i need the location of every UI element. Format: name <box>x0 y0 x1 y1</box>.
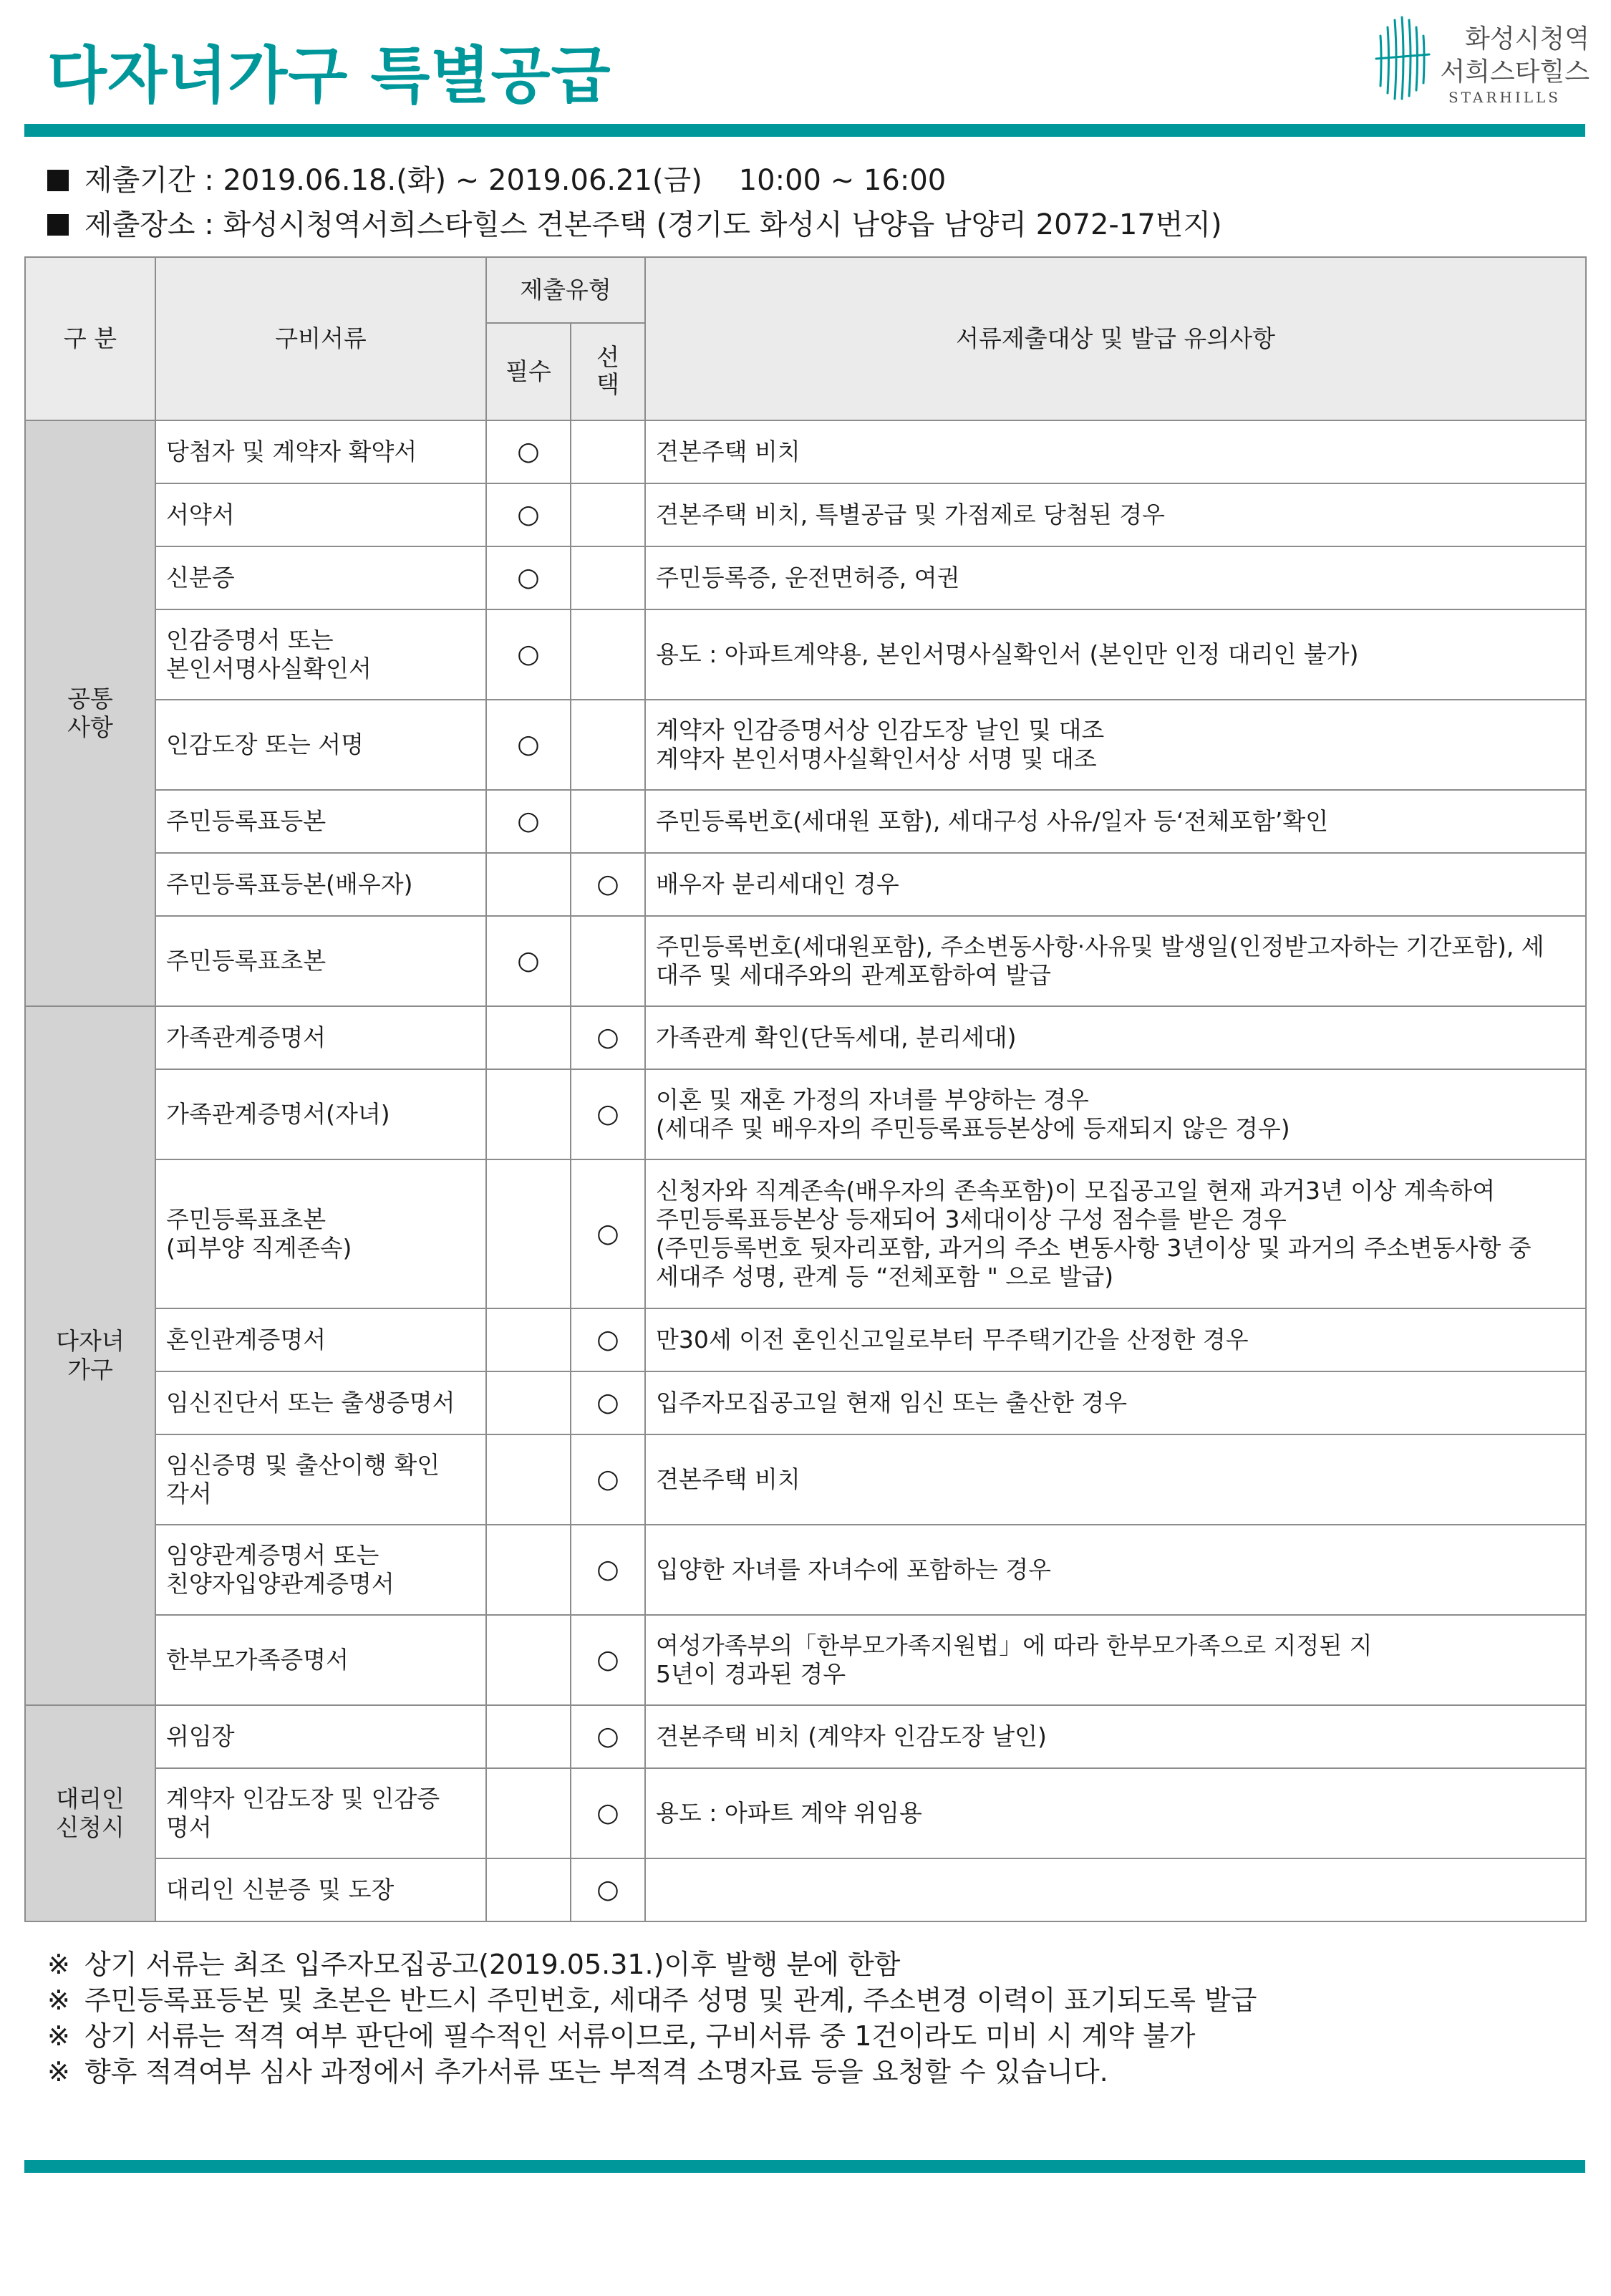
document-name: 계약자 인감도장 및 인감증 명서 <box>155 1768 486 1858</box>
optional-cell <box>571 700 645 790</box>
circle-mark-icon: ○ <box>596 1099 619 1129</box>
table-row <box>25 1006 1586 1069</box>
document-name: 주민등록표등본(배우자) <box>155 853 486 916</box>
table-row <box>25 1858 1586 1921</box>
document-note: 용도 : 아파트 계약 위임용 <box>645 1768 1586 1858</box>
table-row <box>25 700 1586 790</box>
table-row <box>25 483 1586 546</box>
table-row <box>25 1768 1586 1858</box>
optional-cell <box>571 1159 645 1308</box>
document-note: 주민등록증, 운전면허증, 여권 <box>645 546 1586 609</box>
circle-mark-icon: ○ <box>596 1023 619 1053</box>
table-row <box>25 790 1586 853</box>
submission-place-text: 제출장소 : 화성시청역서희스타힐스 견본주택 (경기도 화성시 남양읍 남양리 2072-17번지) <box>84 208 1222 241</box>
document-name: 임신진단서 또는 출생증명서 <box>155 1371 486 1434</box>
required-cell <box>486 1434 571 1525</box>
required-cell <box>486 546 571 609</box>
footnote-item <box>47 2014 1257 2050</box>
document-note: 주민등록번호(세대원 포함), 세대구성 사유/일자 등‘전체포함’확인 <box>645 790 1586 853</box>
document-note: 견본주택 비치 <box>645 1434 1586 1525</box>
category-common: 공통 사항 <box>25 420 155 1006</box>
circle-mark-icon: ○ <box>517 640 540 670</box>
document-note <box>645 1858 1586 1921</box>
brand-logo <box>1375 14 1590 107</box>
document-name: 임신증명 및 출산이행 확인 각서 <box>155 1434 486 1525</box>
circle-mark-icon: ○ <box>596 1465 619 1495</box>
reference-mark-icon: ※ <box>47 1984 70 2016</box>
document-note: 여성가족부의「한부모가족지원법」에 따라 한부모가족으로 지정된 지 5년이 경과된 경우 <box>645 1615 1586 1705</box>
submission-place <box>47 202 1222 243</box>
footnote-text: 주민등록표등본 및 초본은 반드시 주민번호, 세대주 성명 및 관계, 주소변경 이력이 표기되도록 발급 <box>84 1984 1257 2016</box>
required-cell <box>486 420 571 483</box>
optional-cell <box>571 1006 645 1069</box>
document-name: 주민등록표초본 (피부양 직계존속) <box>155 1159 486 1308</box>
square-bullet-icon <box>47 170 69 191</box>
required-cell <box>486 916 571 1006</box>
header-submit-type: 제출유형 <box>486 257 645 323</box>
table-row <box>25 1705 1586 1768</box>
optional-cell <box>571 790 645 853</box>
footnote-item <box>47 1978 1257 2014</box>
circle-mark-icon: ○ <box>517 500 540 530</box>
document-name: 임양관계증명서 또는 친양자입양관계증명서 <box>155 1525 486 1615</box>
required-cell <box>486 1006 571 1069</box>
header-required: 필수 <box>486 323 571 420</box>
starhills-logo-icon <box>1375 14 1432 100</box>
top-divider-bar <box>24 124 1585 137</box>
document-name: 가족관계증명서 <box>155 1006 486 1069</box>
required-cell <box>486 1858 571 1921</box>
circle-mark-icon: ○ <box>596 1645 619 1675</box>
table-row <box>25 1159 1586 1308</box>
optional-cell <box>571 1525 645 1615</box>
optional-cell <box>571 916 645 1006</box>
document-name: 서약서 <box>155 483 486 546</box>
category-multi-child: 다자녀 가구 <box>25 1006 155 1705</box>
required-cell <box>486 1525 571 1615</box>
table-row <box>25 546 1586 609</box>
header-optional <box>571 323 645 420</box>
header-document: 구비서류 <box>155 257 486 420</box>
document-name: 인감증명서 또는 본인서명사실확인서 <box>155 609 486 700</box>
optional-cell <box>571 853 645 916</box>
optional-cell <box>571 1434 645 1525</box>
header-optional-text: 선택 <box>596 343 619 399</box>
submission-period <box>47 158 946 198</box>
required-cell <box>486 853 571 916</box>
table-row <box>25 1615 1586 1705</box>
document-name: 한부모가족증명서 <box>155 1615 486 1705</box>
circle-mark-icon: ○ <box>517 946 540 976</box>
circle-mark-icon: ○ <box>596 1219 619 1249</box>
optional-cell <box>571 483 645 546</box>
document-note: 견본주택 비치, 특별공급 및 가점제로 당첨된 경우 <box>645 483 1586 546</box>
footnote-text: 상기 서류는 최조 입주자모집공고(2019.05.31.)이후 발행 분에 한함 <box>84 1949 901 1980</box>
optional-cell <box>571 1615 645 1705</box>
category-proxy: 대리인 신청시 <box>25 1705 155 1921</box>
footnote-text: 상기 서류는 적격 여부 판단에 필수적인 서류이므로, 구비서류 중 1건이라도 미비 시 계약 불가 <box>84 2020 1196 2052</box>
documents-table <box>24 256 1587 1922</box>
required-cell <box>486 1371 571 1434</box>
reference-mark-icon: ※ <box>47 2020 70 2052</box>
page-title: 다자녀가구 특별공급 <box>47 40 611 112</box>
header-category: 구 분 <box>25 257 155 420</box>
optional-cell <box>571 1705 645 1768</box>
document-note: 용도 : 아파트계약용, 본인서명사실확인서 (본인만 인정 대리인 불가) <box>645 609 1586 700</box>
document-note: 신청자와 직계존속(배우자의 존속포함)이 모집공고일 현재 과거3년 이상 계속하여 주민등록표등본상 등재되어 3세대이상 구성 점수를 받은 경우 (주민등록번호 뒷자리포함, 과거의 주소 변동사항 3년이상 및 과거의 주소변동사항 중 세대주 성명, 관계 등 “전체포함 " 으로 발급) <box>645 1159 1586 1308</box>
document-note: 계약자 인감증명서상 인감도장 날인 및 대조 계약자 본인서명사실확인서상 서명 및 대조 <box>645 700 1586 790</box>
document-name: 가족관계증명서(자녀) <box>155 1069 486 1159</box>
required-cell <box>486 1069 571 1159</box>
document-name: 혼인관계증명서 <box>155 1308 486 1371</box>
circle-mark-icon: ○ <box>596 869 619 899</box>
document-name: 대리인 신분증 및 도장 <box>155 1858 486 1921</box>
bottom-divider-bar <box>24 2160 1585 2173</box>
table-row <box>25 916 1586 1006</box>
table-row <box>25 1434 1586 1525</box>
table-row <box>25 853 1586 916</box>
document-note: 이혼 및 재혼 가정의 자녀를 부양하는 경우 (세대주 및 배우자의 주민등록표등본상에 등재되지 않은 경우) <box>645 1069 1586 1159</box>
document-note: 주민등록번호(세대원포함), 주소변동사항·사유및 발생일(인정받고자하는 기간포함), 세 대주 및 세대주와의 관계포함하여 발급 <box>645 916 1586 1006</box>
circle-mark-icon: ○ <box>517 806 540 836</box>
optional-cell <box>571 546 645 609</box>
document-name: 위임장 <box>155 1705 486 1768</box>
required-cell <box>486 483 571 546</box>
footnote-text: 향후 적격여부 심사 과정에서 추가서류 또는 부적격 소명자료 등을 요청할 수 있습니다. <box>84 2056 1108 2088</box>
circle-mark-icon: ○ <box>517 563 540 593</box>
footnotes <box>47 1942 1257 2088</box>
document-name: 인감도장 또는 서명 <box>155 700 486 790</box>
required-cell <box>486 1705 571 1768</box>
circle-mark-icon: ○ <box>596 1798 619 1828</box>
optional-cell <box>571 1858 645 1921</box>
optional-cell <box>571 1069 645 1159</box>
required-cell <box>486 790 571 853</box>
document-note: 견본주택 비치 <box>645 420 1586 483</box>
required-cell <box>486 609 571 700</box>
logo-line-3: STARHILLS <box>1448 89 1561 106</box>
table-row <box>25 1371 1586 1434</box>
circle-mark-icon: ○ <box>517 437 540 467</box>
submission-period-text: 제출기간 : 2019.06.18.(화) ~ 2019.06.21(금) 10:00 ~ 16:00 <box>84 164 947 197</box>
circle-mark-icon: ○ <box>596 1555 619 1585</box>
logo-line-1: 화성시청역 <box>1465 24 1590 54</box>
required-cell <box>486 700 571 790</box>
circle-mark-icon: ○ <box>596 1722 619 1752</box>
document-note: 배우자 분리세대인 경우 <box>645 853 1586 916</box>
table-row <box>25 609 1586 700</box>
circle-mark-icon: ○ <box>596 1388 619 1418</box>
circle-mark-icon: ○ <box>596 1875 619 1905</box>
required-cell <box>486 1159 571 1308</box>
optional-cell <box>571 420 645 483</box>
document-note: 입주자모집공고일 현재 임신 또는 출산한 경우 <box>645 1371 1586 1434</box>
footnote-item <box>47 1942 1257 1978</box>
table-header <box>25 257 1586 420</box>
document-note: 만30세 이전 혼인신고일로부터 무주택기간을 산정한 경우 <box>645 1308 1586 1371</box>
table-body <box>25 420 1586 1921</box>
footnote-item <box>47 2050 1257 2088</box>
optional-cell <box>571 1371 645 1434</box>
optional-cell <box>571 1768 645 1858</box>
square-bullet-icon <box>47 214 69 236</box>
table-row <box>25 1308 1586 1371</box>
header-notes: 서류제출대상 및 발급 유의사항 <box>645 257 1586 420</box>
document-note: 입양한 자녀를 자녀수에 포함하는 경우 <box>645 1525 1586 1615</box>
optional-cell <box>571 609 645 700</box>
document-name: 신분증 <box>155 546 486 609</box>
reference-mark-icon: ※ <box>47 2056 70 2088</box>
circle-mark-icon: ○ <box>596 1325 619 1355</box>
document-name: 주민등록표등본 <box>155 790 486 853</box>
table-row <box>25 1069 1586 1159</box>
document-name: 주민등록표초본 <box>155 916 486 1006</box>
reference-mark-icon: ※ <box>47 1949 70 1980</box>
table-row <box>25 1525 1586 1615</box>
table-row <box>25 420 1586 483</box>
required-cell <box>486 1615 571 1705</box>
document-note: 가족관계 확인(단독세대, 분리세대) <box>645 1006 1586 1069</box>
required-cell <box>486 1308 571 1371</box>
document-name: 당첨자 및 계약자 확약서 <box>155 420 486 483</box>
document-note: 견본주택 비치 (계약자 인감도장 날인) <box>645 1705 1586 1768</box>
circle-mark-icon: ○ <box>517 730 540 760</box>
logo-line-2: 서희스타힐스 <box>1440 57 1590 87</box>
required-cell <box>486 1768 571 1858</box>
optional-cell <box>571 1308 645 1371</box>
